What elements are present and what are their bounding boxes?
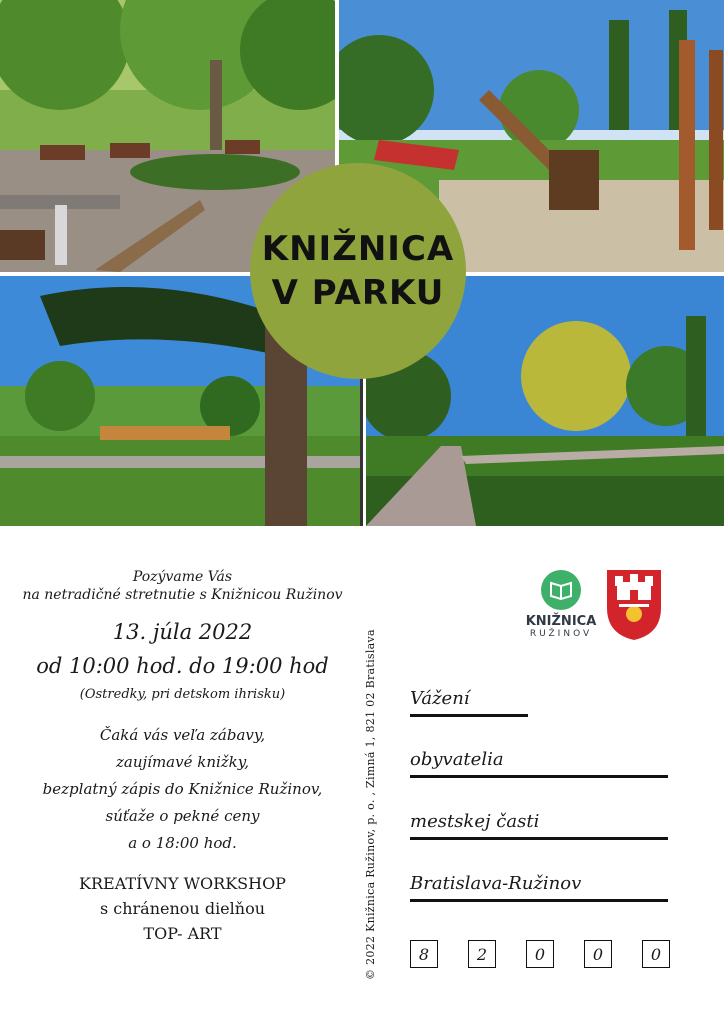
program-item: zaujímavé knižky, bbox=[115, 753, 250, 771]
program-item: a o 18:00 hod. bbox=[128, 834, 237, 852]
library-logo-name: KNIŽNICA bbox=[525, 614, 597, 629]
postal-code bbox=[410, 940, 670, 968]
workshop-line: s chránenou dielňou bbox=[99, 899, 266, 918]
title-line1: KNIŽNICA bbox=[261, 229, 455, 269]
address-line-1: Vážení bbox=[410, 685, 528, 717]
library-logo-sub: RUŽINOV bbox=[529, 629, 593, 639]
zip-digit: 0 bbox=[584, 940, 612, 968]
program-item: bezplatný zápis do Knižnice Ružinov, bbox=[42, 780, 323, 798]
workshop-line: TOP- ART bbox=[143, 924, 222, 943]
address-line-3: mestskej časti bbox=[410, 808, 668, 840]
workshop-block bbox=[10, 871, 355, 946]
program-list bbox=[10, 722, 355, 857]
zip-digit: 2 bbox=[468, 940, 496, 968]
address-line-2: obyvatelia bbox=[410, 746, 668, 778]
invite-line1: Pozývame Vás bbox=[132, 569, 233, 585]
program-item: súťaže o pekné ceny bbox=[105, 807, 260, 825]
title-badge bbox=[250, 163, 466, 379]
workshop-title: KREATÍVNY WORKSHOP bbox=[79, 874, 286, 893]
event-time: od 10:00 hod. do 19:00 hod bbox=[36, 654, 329, 678]
event-place: (Ostredky, pri detskom ihrisku) bbox=[79, 687, 286, 702]
title-line2: V PARKU bbox=[271, 273, 445, 313]
invitation-text bbox=[10, 568, 355, 946]
zip-digit: 8 bbox=[410, 940, 438, 968]
ruzinov-crest-icon bbox=[603, 568, 665, 642]
book-icon bbox=[541, 570, 581, 610]
invite-line2: na netradičné stretnutie s Knižnicou Ružinov bbox=[22, 587, 343, 603]
library-logo bbox=[520, 570, 602, 639]
program-item: Čaká vás veľa zábavy, bbox=[99, 726, 266, 744]
publisher-imprint: © 2022 Knižnica Ružinov, p. o. , Zimná 1, 821 02 Bratislava bbox=[364, 629, 377, 980]
event-date: 13. júla 2022 bbox=[112, 620, 253, 644]
address-line-4: Bratislava-Ružinov bbox=[410, 870, 668, 902]
zip-digit: 0 bbox=[642, 940, 670, 968]
zip-digit: 0 bbox=[526, 940, 554, 968]
